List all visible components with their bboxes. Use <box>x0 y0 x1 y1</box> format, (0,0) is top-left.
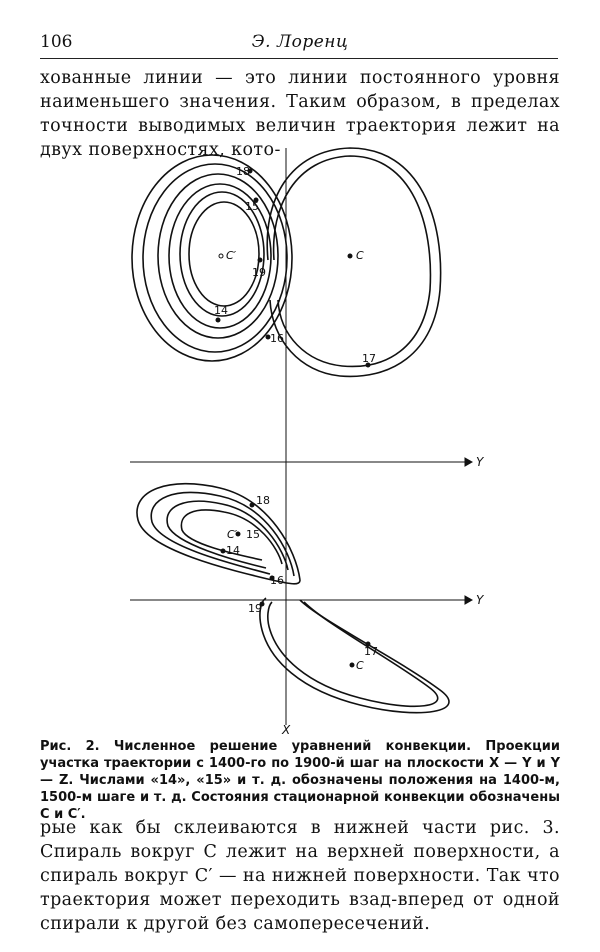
paragraph-bottom: рые как бы склеиваются в нижней части рис. 3. Спираль вокруг C лежит на верхней поверхности, а спираль вокруг C′ — на нижней поверхности. Так что траектория может переходить взад-вперед от одной спирали к другой без самопересечений. <box>40 818 560 934</box>
label-17-top: 17 <box>362 352 376 365</box>
label-19-bottom: 19 <box>248 602 262 615</box>
paragraph-top: хованные линии — это линии постоянного уровня наименьшего значения. Таким образом, в пределах точности выводимых величин траектория лежит на двух поверхностях, кото- <box>40 68 560 160</box>
caption-text: Численное решение уравнений конвекции. Проекции участка траектории с 1400-го по 1900-й шаг на плоскости X — Y и Y — Z. Числами «14», «15» и т. д. обозначены положения на 1400-м, 1500-м шаге и т. д. Состояния стационарной конвекции обозначены C и C′. <box>40 739 560 822</box>
label-14-top: 14 <box>214 304 228 317</box>
label-17-bottom: 17 <box>364 645 378 658</box>
label-cprime-top: C′ <box>226 249 237 262</box>
label-16-bottom: 16 <box>270 574 284 587</box>
label-18-top: 18 <box>236 165 250 178</box>
figure-trajectory-projections <box>0 140 600 740</box>
label-15-top: 15 <box>245 200 259 213</box>
figure-caption <box>40 738 560 823</box>
axis-x: X <box>282 723 291 737</box>
label-14-bottom: 14 <box>226 544 240 557</box>
axis-y-upper: Y <box>476 455 484 469</box>
page-number: 106 <box>40 32 73 52</box>
label-19-top: 19 <box>252 266 266 279</box>
caption-lead: Рис. 2. <box>40 739 100 754</box>
label-c-bottom: C <box>356 659 364 672</box>
label-16-top: 16 <box>270 332 284 345</box>
label-c-top: C <box>356 249 364 262</box>
header-rule <box>40 58 558 59</box>
label-18-bottom: 18 <box>256 494 270 507</box>
label-15-bottom: 15 <box>246 528 260 541</box>
page-header <box>40 32 560 54</box>
axis-y-lower: Y <box>476 593 484 607</box>
running-title: Э. Лоренц <box>251 32 349 52</box>
label-cprime-bottom: C′ <box>227 528 238 541</box>
